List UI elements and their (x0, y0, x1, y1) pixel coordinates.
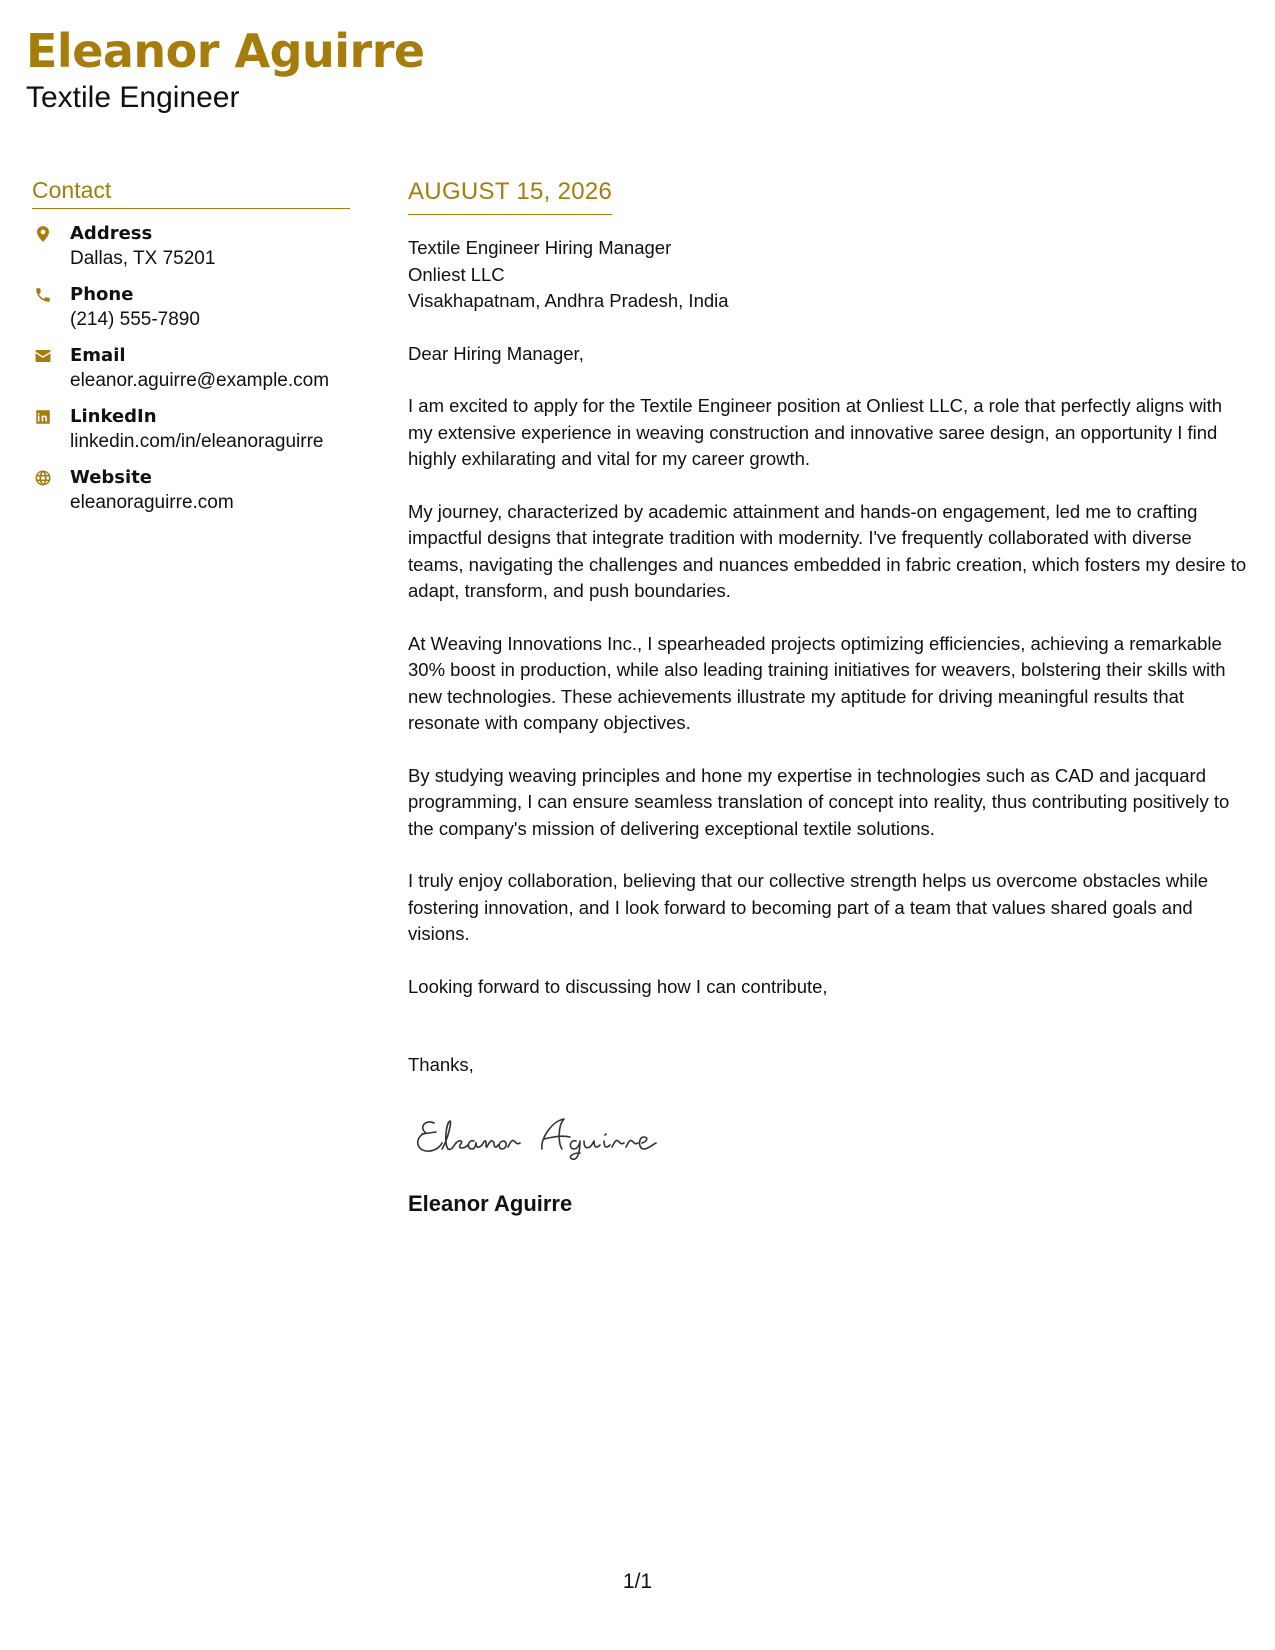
contact-item-linkedin (32, 404, 352, 454)
contact-label: Address (70, 223, 153, 244)
letter-date: AUGUST 15, 2026 (408, 176, 612, 215)
contact-value: Dallas, TX 75201 (70, 248, 216, 269)
resume-header (26, 22, 425, 116)
closing: Thanks, (408, 1054, 474, 1075)
applicant-role: Textile Engineer (26, 81, 240, 114)
phone-icon (32, 284, 54, 306)
letter-paragraph: I truly enjoy collaboration, believing that our collective strength helps us overcome obstacles while fostering innovation, and I look forward to becoming part of a team that values shared goals and visions. (408, 870, 1209, 944)
envelope-icon (32, 345, 54, 367)
contact-label: Phone (70, 284, 134, 305)
linkedin-icon (32, 406, 54, 428)
contact-item-email (32, 343, 352, 393)
contact-value: (214) 555-7890 (70, 309, 200, 330)
recipient-line: Visakhapatnam, Andhra Pradesh, India (408, 290, 729, 311)
contact-label: Email (70, 345, 126, 366)
letter-body (408, 176, 1248, 1218)
letter-paragraph: I am excited to apply for the Textile Engineer position at Onliest LLC, a role that perfectly aligns with my extensive experience in weaving construction and innovative saree design, an opportunity I find highly exhilarating and vital for my career growth. (408, 395, 1223, 469)
contact-item-website (32, 465, 352, 515)
letter-paragraph: Looking forward to discussing how I can contribute, (408, 975, 828, 997)
page-number: 1/1 (622, 1570, 653, 1593)
contact-heading: Contact (32, 176, 350, 209)
contact-label: Website (70, 467, 153, 488)
contact-list (32, 221, 352, 515)
contact-value: eleanoraguirre.com (70, 492, 234, 513)
letter-paragraph: My journey, characterized by academic attainment and hands-on engagement, led me to crafting impactful designs that integrate tradition with modernity. I've frequently collaborated with diverse teams, navigating the challenges and nuances embedded in fabric creation, which fosters my desire to adapt, transform, and push boundaries. (408, 500, 1247, 601)
letter-paragraph: By studying weaving principles and hone my expertise in technologies such as CAD and jacquard programming, I can ensure seamless translation of concept into reality, thus contributing positively to the company's mission of delivering exceptional textile solutions. (408, 764, 1230, 839)
recipient-line: Onliest LLC (408, 263, 505, 285)
contact-label: LinkedIn (70, 406, 157, 427)
contact-item-phone (32, 282, 352, 332)
letter-paragraph: At Weaving Innovations Inc., I spearheaded projects optimizing efficiencies, achieving a remarkable 30% boost in production, while also leading training initiatives for weavers, bolstering their skills with new technologies. These achievements illustrate my aptitude for driving meaningful results that resonate with company objectives. (408, 632, 1226, 733)
contact-value: linkedin.com/in/eleanoraguirre (70, 431, 324, 452)
applicant-name: Eleanor Aguirre (26, 24, 425, 78)
recipient-line: Textile Engineer Hiring Manager (408, 237, 672, 258)
globe-icon (32, 467, 54, 489)
salutation: Dear Hiring Manager, (408, 342, 584, 364)
contact-sidebar (32, 176, 352, 526)
contact-item-address (32, 221, 352, 271)
contact-value: eleanor.aguirre@example.com (70, 370, 330, 391)
recipient-block (408, 235, 1248, 315)
map-pin-icon (32, 223, 54, 245)
signed-name: Eleanor Aguirre (408, 1190, 573, 1216)
handwritten-signature (412, 1109, 672, 1163)
